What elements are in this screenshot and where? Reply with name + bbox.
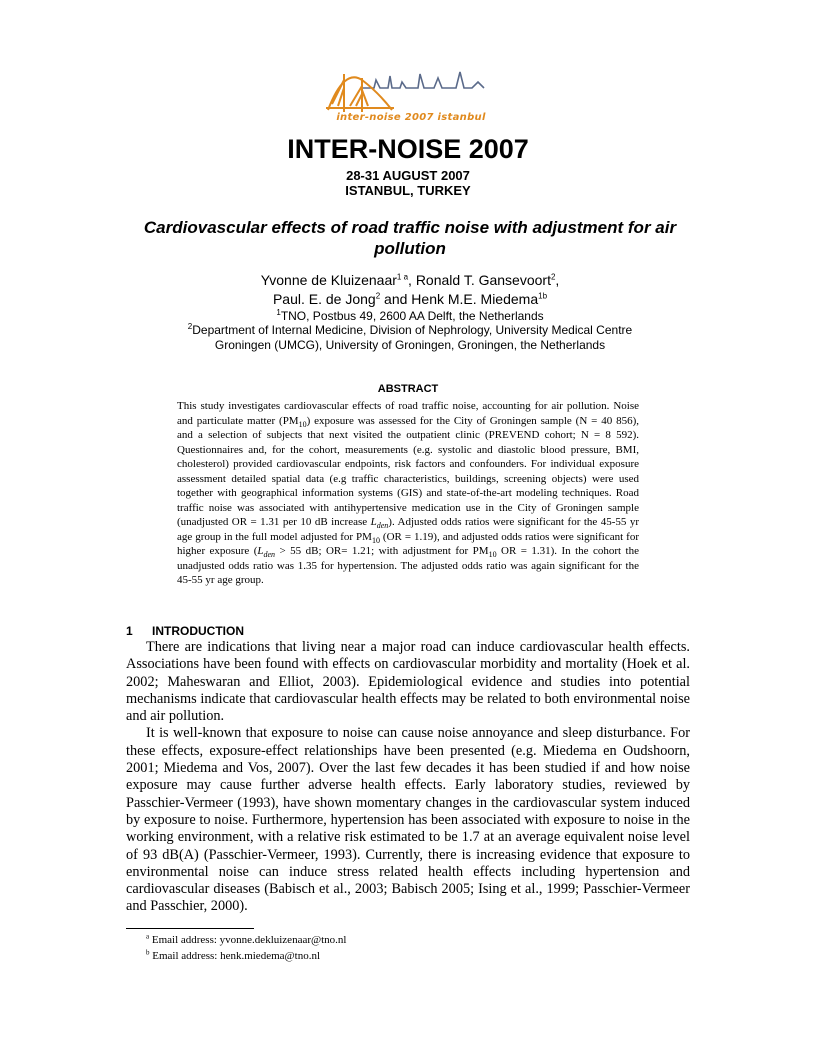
affiliation-1: $^1$TNO, Postbus 49, 2600 AA Delft, the Netherlands [276, 308, 544, 323]
section-heading [126, 624, 244, 638]
author-name: Paul. E. de Jong [272, 291, 376, 307]
section-number: 1 [126, 624, 133, 638]
paragraph: There are indications that living near a major road can induce cardiovascular health effects. Associations have been found with effects on cardiovascular morbidity and mortality (Hoek et al. 2002; Maheswaran and Elliot, 2003). Epidemiological evidence and studies into potential mechanisms indicate that cardiovascular health effects may be related to both environmental noise and air pollution. [126, 639, 690, 725]
conference-dates: 28-31 AUGUST 2007 [346, 168, 470, 183]
logo-text: inter-noise 2007 istanbul [336, 112, 486, 123]
bridge-icon [326, 74, 394, 112]
author-name: Ronald T. Gansevoort [415, 272, 551, 288]
footnote: $^a$ Email address: yvonne.dekluizenaar@tno.nl [146, 932, 347, 946]
author-sup: 2 [375, 291, 381, 301]
footnote: $^b$ Email address: henk.miedema@tno.nl [146, 948, 321, 962]
section-body [126, 639, 690, 916]
author-sup: 1 a [396, 272, 409, 282]
author-sup: 1b [538, 291, 548, 301]
footnote-divider [126, 928, 254, 929]
author-name: Henk M.E. Miedema [411, 291, 539, 307]
paper-title: Cardiovascular effects of road traffic noise with adjustment for air pollution [143, 218, 677, 258]
author-list: Yvonne de Kluizenaar$^{1 a}$, Ronald T. Gansevoort$^2$, Paul. E. de Jong$^2$ and Henk M.E. Miedema$^{1b}$ [260, 272, 560, 307]
author-name: Yvonne de Kluizenaar [260, 272, 397, 288]
section-title: INTRODUCTION [152, 624, 244, 638]
author-sup: 2 [550, 272, 556, 282]
skyline-line [362, 72, 484, 88]
conference-location: ISTANBUL, TURKEY [345, 183, 471, 198]
conference-title: INTER-NOISE 2007 [287, 134, 529, 164]
abstract-body: This study investigates cardiovascular effects of road traffic noise, accounting for air pollution. Noise and particulate matter $(PM_{10})$ exposure was assessed for the City of Groningen sample (N = 40 856), and a selection of subjects that next visited the outpatient clinic (PREVEND cohort; N = 8 592). Questionnaires and, for the cohort, measurements (e.g. systolic and diastolic blood pressure, BMI, cholesterol) provided cardiovascular endpoints, risk factors and confounders. For individual exposure assessment detailed spatial data (e.g traffic characteristics, buildings, screening objects) were used together with geographical information systems (GIS) and state-of-the-art modeling techniques. Road traffic noise was associated with antihypertensive medication use in the City of Groningen sample (unadjusted OR = 1.31 per 10 dB increase $L_{den}$). Adjusted odds ratios were significant for the 45-55 yr age group in the full model adjusted for $PM_{10}$ (OR = 1.19), and adjusted odds ratios were significant for higher exposure ($L_{den} > 55$ dB; OR= 1.21; with adjustment for $PM_{10}$ OR = 1.31). In the cohort the unadjusted odds ratio was 1.35 for hypertension. The adjusted odds ratio was again significant for the 45-55 yr age group. [177, 400, 639, 586]
affiliation-2: $^2$Department of Internal Medicine, Division of Nephrology, University Medical Centre Groningen (UMCG), University of Groningen, Groningen, the Netherlands [187, 322, 633, 352]
abstract-heading: ABSTRACT [377, 383, 439, 395]
paragraph: It is well-known that exposure to noise can cause noise annoyance and sleep disturbance. For these effects, exposure-effect relationships have been presented (e.g. Miedema en Oudshoorn, 2001; Miedema and Vos, 2007). Over the last few decades it has been studied if and how noise exposure may cause further adverse health effects. Early laboratory studies, reviewed by Passchier-Vermeer (1993), have shown momentary changes in the cardiovascular system induced by exposure to noise. Furthermore, hypertension has been associated with exposure to noise in the working environment, with a relative risk estimated to be 1.7 at an average equivalent noise level of 93 dB(A) (Passchier-Vermeer, 1993). Currently, there is increasing evidence that exposure to environmental noise can induce stress related health effects including hypertension and cardiovascular diseases (Babisch et al., 2003; Babisch 2005; Ising et al., 1999; Passchier-Vermeer and Passchier, 2000). [126, 725, 690, 915]
